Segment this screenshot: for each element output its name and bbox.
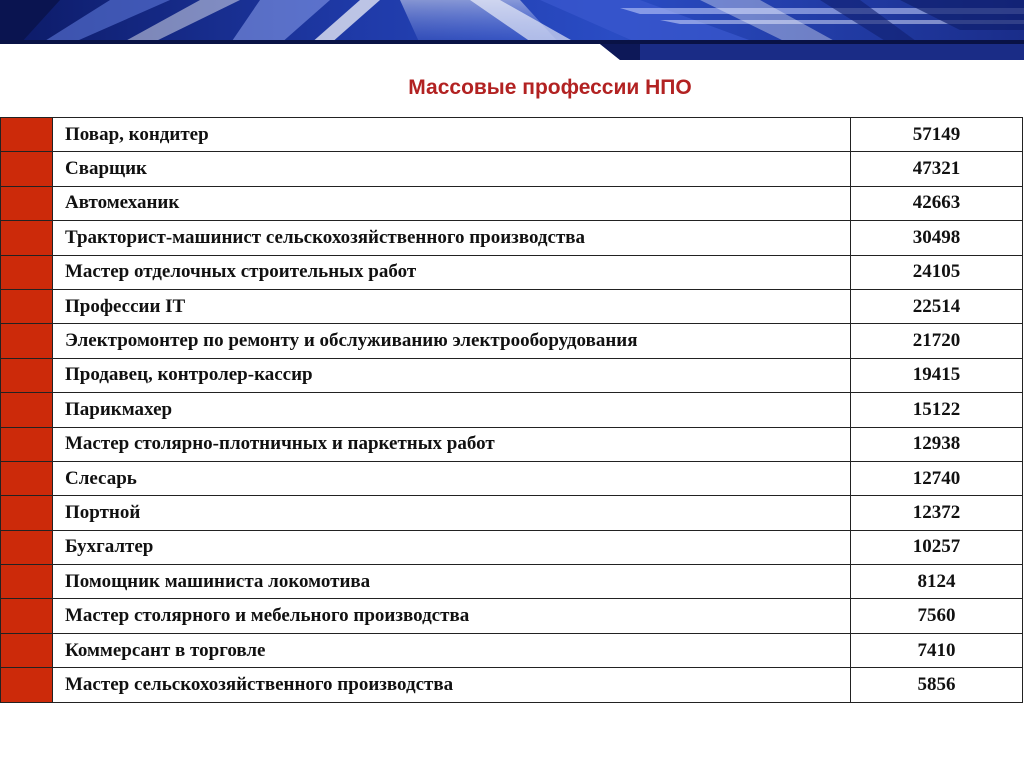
table-row bbox=[1, 461, 1023, 495]
profession-name: Бухгалтер bbox=[53, 530, 851, 564]
profession-count: 47321 bbox=[851, 152, 1023, 186]
profession-count: 21720 bbox=[851, 324, 1023, 358]
table-row bbox=[1, 565, 1023, 599]
table-body bbox=[1, 118, 1023, 703]
profession-name: Продавец, контролер-кассир bbox=[53, 358, 851, 392]
table-row bbox=[1, 427, 1023, 461]
row-marker bbox=[1, 496, 53, 530]
profession-name: Профессии IT bbox=[53, 289, 851, 323]
profession-count: 7560 bbox=[851, 599, 1023, 633]
profession-count: 12372 bbox=[851, 496, 1023, 530]
profession-count: 15122 bbox=[851, 393, 1023, 427]
profession-count: 30498 bbox=[851, 221, 1023, 255]
profession-name: Мастер сельскохозяйственного производства bbox=[53, 668, 851, 702]
profession-name: Мастер столярного и мебельного производства bbox=[53, 599, 851, 633]
table-row bbox=[1, 221, 1023, 255]
table-row bbox=[1, 186, 1023, 220]
banner-graphic bbox=[0, 0, 1024, 62]
profession-name: Портной bbox=[53, 496, 851, 530]
row-marker bbox=[1, 599, 53, 633]
profession-count: 19415 bbox=[851, 358, 1023, 392]
table-row bbox=[1, 633, 1023, 667]
profession-count: 12938 bbox=[851, 427, 1023, 461]
row-marker bbox=[1, 255, 53, 289]
profession-count: 8124 bbox=[851, 565, 1023, 599]
profession-count: 12740 bbox=[851, 461, 1023, 495]
profession-name: Мастер отделочных строительных работ bbox=[53, 255, 851, 289]
row-marker bbox=[1, 118, 53, 152]
profession-name: Слесарь bbox=[53, 461, 851, 495]
profession-count: 5856 bbox=[851, 668, 1023, 702]
row-marker bbox=[1, 186, 53, 220]
table-row bbox=[1, 118, 1023, 152]
table-row bbox=[1, 530, 1023, 564]
profession-name: Автомеханик bbox=[53, 186, 851, 220]
page-title: Массовые профессии НПО bbox=[408, 76, 692, 99]
header-banner bbox=[0, 0, 1024, 62]
profession-name: Парикмахер bbox=[53, 393, 851, 427]
table-row bbox=[1, 255, 1023, 289]
row-marker bbox=[1, 565, 53, 599]
profession-count: 24105 bbox=[851, 255, 1023, 289]
row-marker bbox=[1, 668, 53, 702]
row-marker bbox=[1, 427, 53, 461]
table-row bbox=[1, 152, 1023, 186]
profession-name: Повар, кондитер bbox=[53, 118, 851, 152]
row-marker bbox=[1, 358, 53, 392]
profession-name: Мастер столярно-плотничных и паркетных работ bbox=[53, 427, 851, 461]
profession-name: Помощник машиниста локомотива bbox=[53, 565, 851, 599]
profession-count: 42663 bbox=[851, 186, 1023, 220]
row-marker bbox=[1, 289, 53, 323]
profession-count: 10257 bbox=[851, 530, 1023, 564]
profession-count: 7410 bbox=[851, 633, 1023, 667]
row-marker bbox=[1, 530, 53, 564]
table-row bbox=[1, 668, 1023, 702]
table-row bbox=[1, 324, 1023, 358]
table-row bbox=[1, 393, 1023, 427]
profession-count: 57149 bbox=[851, 118, 1023, 152]
row-marker bbox=[1, 633, 53, 667]
profession-name: Электромонтер по ремонту и обслуживанию электрооборудования bbox=[53, 324, 851, 358]
row-marker bbox=[1, 324, 53, 358]
table-row bbox=[1, 599, 1023, 633]
table-row bbox=[1, 289, 1023, 323]
professions-table bbox=[0, 117, 1023, 703]
profession-count: 22514 bbox=[851, 289, 1023, 323]
row-marker bbox=[1, 461, 53, 495]
profession-name: Коммерсант в торговле bbox=[53, 633, 851, 667]
row-marker bbox=[1, 393, 53, 427]
row-marker bbox=[1, 221, 53, 255]
row-marker bbox=[1, 152, 53, 186]
table-row bbox=[1, 358, 1023, 392]
table-row bbox=[1, 496, 1023, 530]
profession-name: Тракторист-машинист сельскохозяйственного производства bbox=[53, 221, 851, 255]
profession-name: Сварщик bbox=[53, 152, 851, 186]
